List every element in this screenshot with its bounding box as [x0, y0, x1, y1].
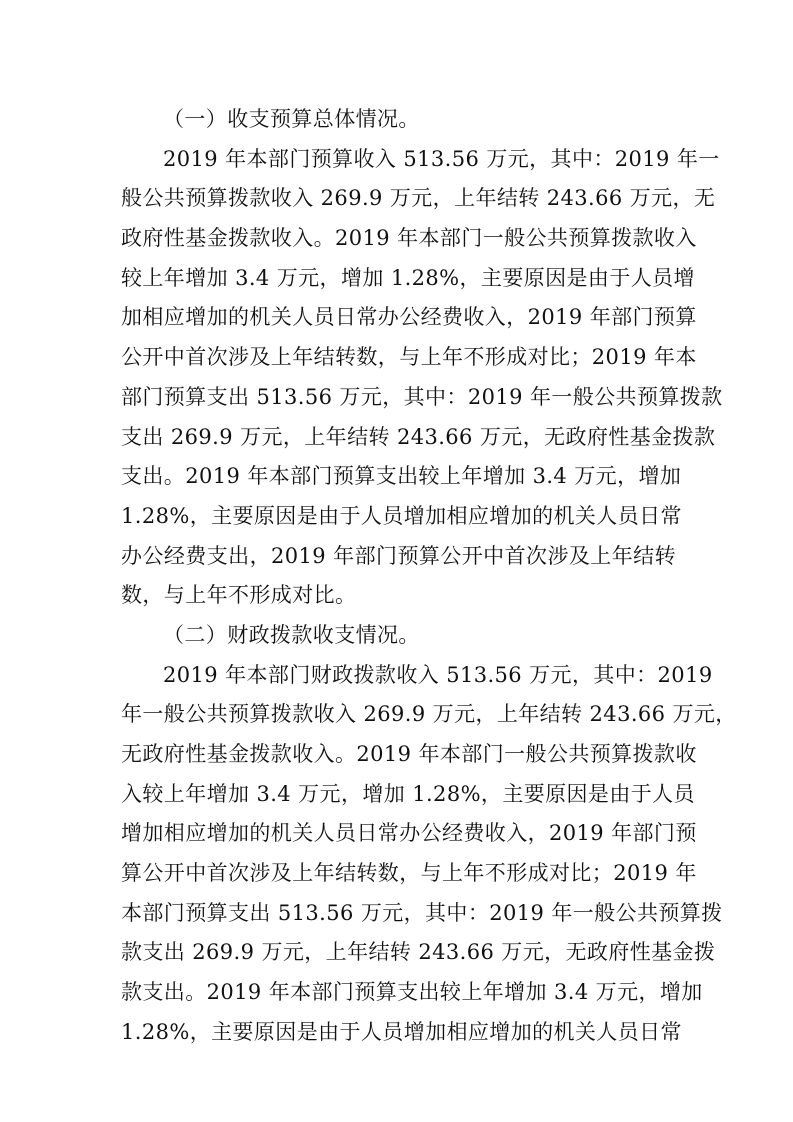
section-heading: （二）财政拨款收支情况。 [163, 622, 420, 647]
paragraph-line: 支出 269.9 万元，上年结转 243.66 万元，无政府性基金拨款 [121, 424, 716, 449]
paragraph-line: 般公共预算拨款收入 269.9 万元，上年结转 243.66 万元，无 [121, 186, 716, 211]
paragraph-line: 算公开中首次涉及上年结转数，与上年不形成对比；2019 年 [121, 861, 697, 886]
paragraph-line: 2019 年本部门预算收入 513.56 万元，其中：2019 年一 [163, 146, 720, 171]
paragraph-line: 1.28%，主要原因是由于人员增加相应增加的机关人员日常 [121, 1019, 682, 1044]
paragraph-line: 支出。2019 年本部门预算支出较上年增加 3.4 万元，增加 [121, 464, 682, 489]
paragraph-line: 较上年增加 3.4 万元，增加 1.28%，主要原因是由于人员增 [121, 265, 695, 290]
paragraph-line: 入较上年增加 3.4 万元，增加 1.28%，主要原因是由于人员 [121, 781, 695, 806]
paragraph-line: 数，与上年不形成对比。 [121, 583, 357, 608]
paragraph-line: 本部门预算支出 513.56 万元，其中：2019 年一般公共预算拨 [121, 900, 723, 925]
paragraph-line: 年一般公共预算拨款收入 269.9 万元，上年结转 243.66 万元， [121, 702, 737, 727]
paragraph-line: 2019 年本部门财政拨款收入 513.56 万元，其中：2019 [163, 662, 713, 687]
paragraph-line: 部门预算支出 513.56 万元，其中：2019 年一般公共预算拨款 [121, 384, 723, 409]
paragraph-line: 无政府性基金拨款收入。2019 年本部门一般公共预算拨款收 [121, 742, 697, 766]
paragraph-line: 款支出。2019 年本部门预算支出较上年增加 3.4 万元，增加 [121, 980, 703, 1005]
paragraph-line: 1.28%，主要原因是由于人员增加相应增加的机关人员日常 [121, 503, 682, 528]
document-body [121, 100, 737, 1053]
paragraph-line: 公开中首次涉及上年结转数，与上年不形成对比；2019 年本 [121, 345, 697, 370]
paragraph-line: 款支出 269.9 万元，上年结转 243.66 万元，无政府性基金拨 [121, 940, 716, 965]
section-heading: （一）收支预算总体情况。 [163, 107, 420, 131]
paragraph-line: 政府性基金拨款收入。2019 年本部门一般公共预算拨款收入 [121, 226, 697, 251]
paragraph-line: 增加相应增加的机关人员日常办公经费收入，2019 年部门预 [121, 821, 697, 846]
paragraph-line: 加相应增加的机关人员日常办公经费收入，2019 年部门预算 [121, 305, 697, 330]
paragraph-line: 办公经费支出，2019 年部门预算公开中首次涉及上年结转 [121, 543, 676, 568]
